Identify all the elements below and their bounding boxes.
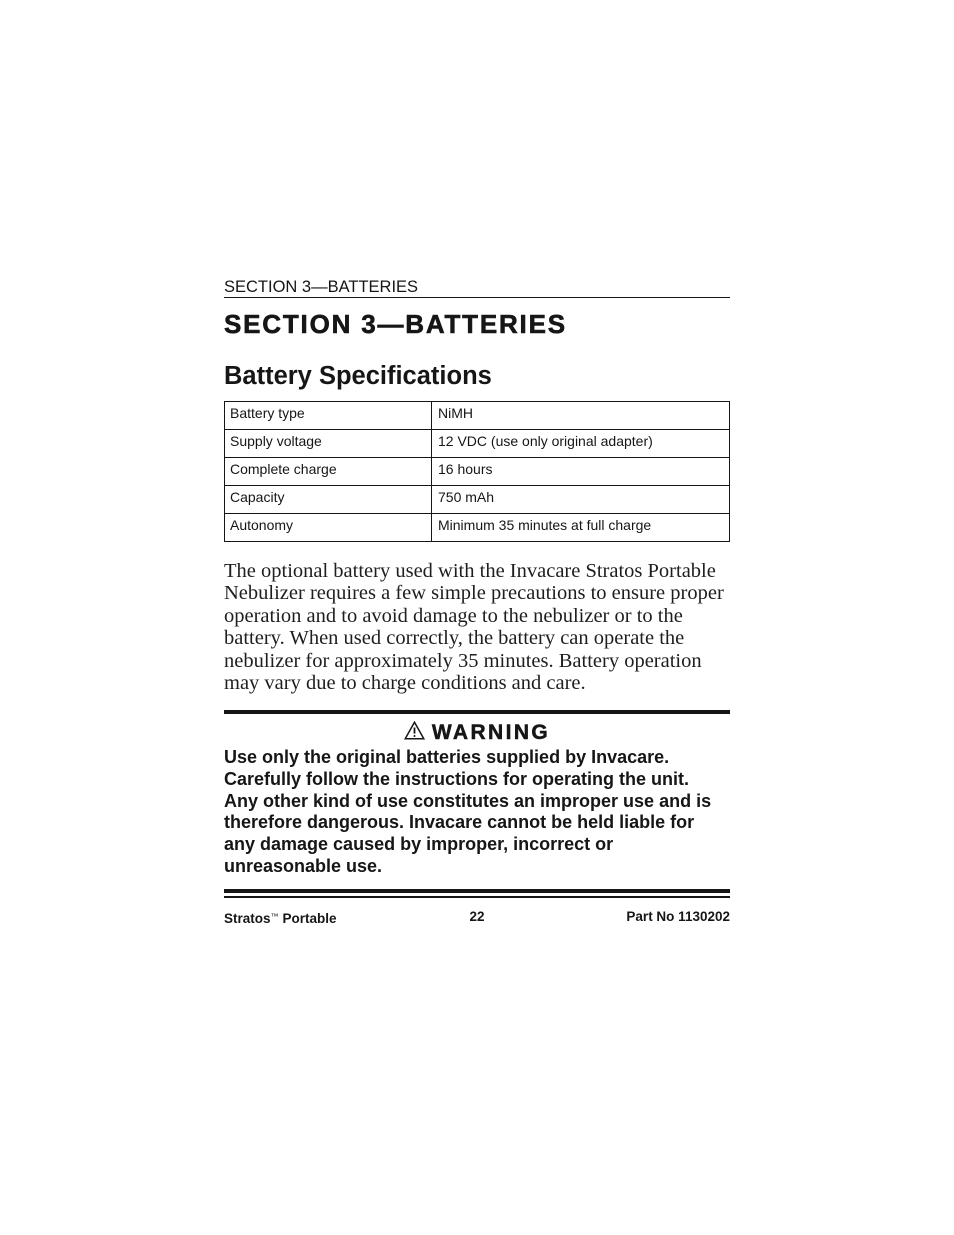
table-row [225, 458, 729, 486]
table-row [225, 402, 729, 430]
table-row [225, 514, 729, 541]
footer-product-name: Stratos [224, 911, 271, 926]
warning-line: Any other kind of use constitutes an improper use and is [224, 790, 712, 811]
warning-bottom-rule-thin [224, 896, 730, 898]
spec-value-cell: 12 VDC (use only original adapter) [438, 433, 653, 449]
paragraph-line: nebulizer for approximately 35 minutes. Battery operation [224, 649, 702, 672]
spec-label-cell: Supply voltage [225, 430, 432, 457]
warning-heading [224, 722, 730, 743]
battery-spec-table [224, 401, 730, 542]
table-row [225, 486, 729, 514]
spec-value-cell: NiMH [438, 405, 473, 421]
warning-line: Carefully follow the instructions for operating the unit. [224, 768, 690, 789]
warning-heading-text: WARNING [431, 721, 551, 744]
header-rule [224, 297, 730, 298]
spec-value-cell: 750 mAh [438, 489, 495, 505]
warning-icon [404, 721, 425, 740]
spec-label-cell: Battery type [225, 402, 432, 429]
footer-product [224, 910, 337, 926]
warning-bottom-rule-thick [224, 889, 730, 893]
warning-line: unreasonable use. [224, 855, 383, 876]
footer-part-number: Part No 1130202 [626, 909, 730, 924]
trademark-symbol: ™ [270, 912, 279, 921]
warning-text [224, 747, 730, 878]
warning-line: any damage caused by improper, incorrect or [224, 834, 614, 855]
body-paragraph [224, 560, 730, 694]
subsection-title: Battery Specifications [224, 362, 492, 390]
paragraph-line: operation and to avoid damage to the nebulizer or to the [224, 604, 683, 627]
spec-value-cell: 16 hours [438, 461, 493, 477]
spec-label-cell: Autonomy [225, 514, 432, 541]
paragraph-line: battery. When used correctly, the battery can operate the [224, 627, 685, 650]
warning-top-rule [224, 710, 730, 714]
paragraph-line: may vary due to charge conditions and care. [224, 672, 586, 695]
spec-label-cell: Complete charge [225, 458, 432, 485]
paragraph-line: The optional battery used with the Invacare Stratos Portable [224, 560, 716, 582]
footer-page-number: 22 [469, 909, 485, 924]
footer-product-model: Portable [282, 911, 337, 926]
paragraph-line: Nebulizer requires a few simple precautions to ensure proper [224, 582, 724, 605]
warning-line: Use only the original batteries supplied by Invacare. [224, 747, 670, 767]
section-title: SECTION 3—BATTERIES [224, 309, 567, 339]
spec-value-cell: Minimum 35 minutes at full charge [438, 517, 652, 533]
warning-line: therefore dangerous. Invacare cannot be held liable for [224, 812, 695, 833]
running-header: SECTION 3—BATTERIES [224, 278, 419, 296]
table-row [225, 430, 729, 458]
spec-label-cell: Capacity [225, 486, 432, 513]
